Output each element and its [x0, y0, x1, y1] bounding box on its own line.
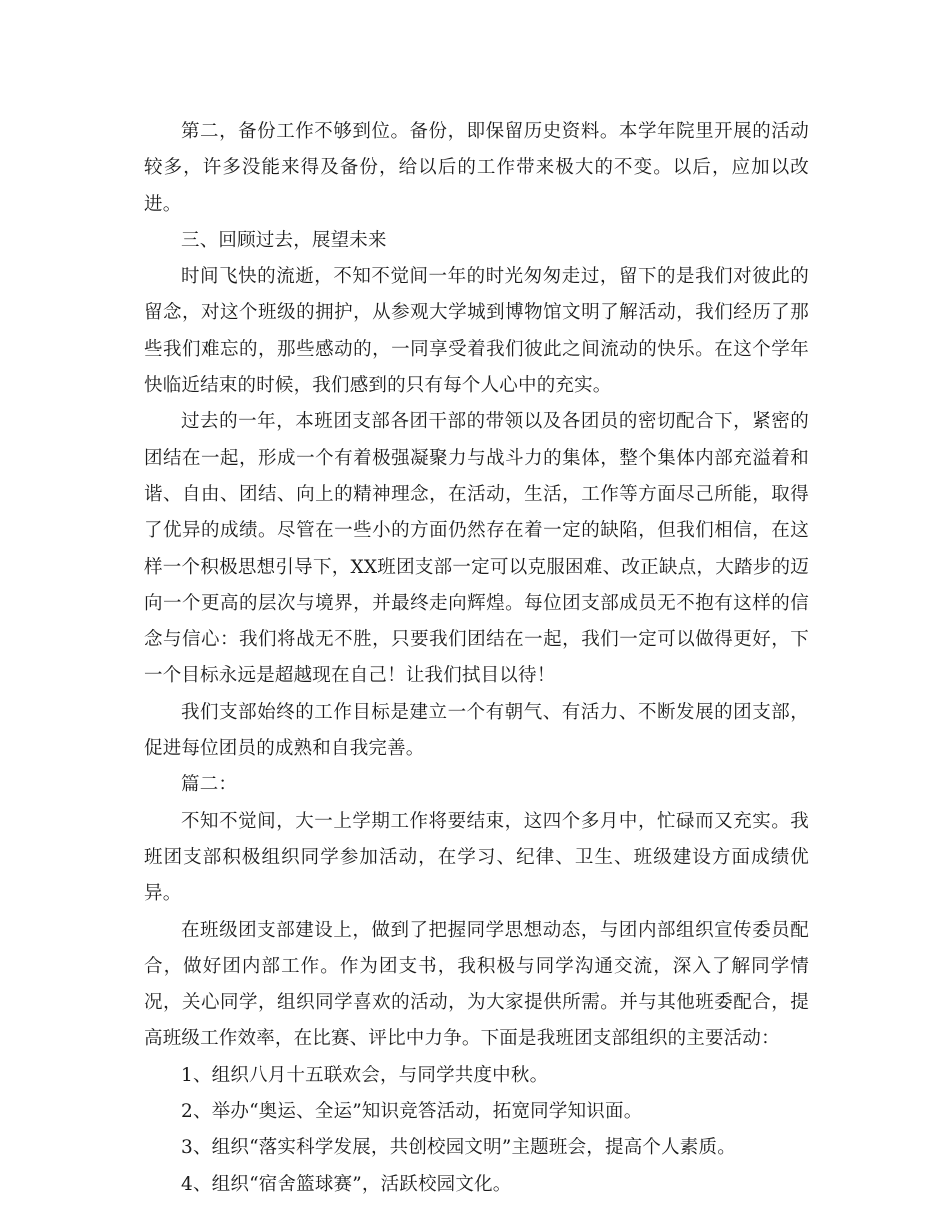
list-item-activity-2: 2、举办“奥运、全运”知识竞答活动，拓宽同学知识面。	[181, 1101, 643, 1123]
paragraph-backup-issue: 第二，备份工作不够到位。备份，即保留历史资料。本学年院里开展的活动较多，许多没能来得及备份，给以后的工作带来极大的不变。以后，应加以改进。	[144, 121, 809, 215]
list-item-activity-4: 4、组织“宿舍篮球赛”，活跃校园文化。	[181, 1173, 512, 1195]
list-item-activity-3: 3、组织“落实科学发展，共创校园文明”主题班会，提高个人素质。	[181, 1137, 736, 1159]
document-body	[144, 114, 809, 1203]
paragraph-work-goal: 我们支部始终的工作目标是建立一个有朝气、有活力、不断发展的团支部，促进每位团员的成熟和自我完善。	[144, 701, 809, 760]
section-heading-part-two: 篇二：	[181, 774, 238, 796]
section-heading-review-outlook: 三、回顾过去，展望未来	[181, 229, 387, 251]
paragraph-branch-building: 在班级团支部建设上，做到了把握同学思想动态，与团内部组织宣传委员配合，做好团内部工作。作为团支书，我积极与同学沟通交流，深入了解同学情况，关心同学，组织同学喜欢的活动，为大家提供所需。并与其他班委配合，提高班级工作效率，在比赛、评比中力争。下面是我班团支部组织的主要活动：	[144, 919, 809, 1050]
paragraph-semester-summary: 不知不觉间，大一上学期工作将要结束，这四个多月中，忙碌而又充实。我班团支部积极组织同学参加活动，在学习、纪律、卫生、班级建设方面成绩优异。	[144, 810, 809, 905]
paragraph-past-year: 过去的一年，本班团支部各团干部的带领以及各团员的密切配合下，紧密的团结在一起，形成一个有着极强凝聚力与战斗力的集体，整个集体内部充溢着和谐、自由、团结、向上的精神理念，在活动，生活，工作等方面尽己所能，取得了优异的成绩。尽管在一些小的方面仍然存在着一定的缺陷，但我们相信，在这样一个积极思想引导下，XX班团支部一定可以克服困难、改正缺点，大踏步的迈向一个更高的层次与境界，并最终走向辉煌。每位团支部成员无不抱有这样的信念与信心：我们将战无不胜，只要我们团结在一起，我们一定可以做得更好，下一个目标永远是超越现在自己！让我们拭目以待！	[144, 411, 809, 687]
paragraph-time-flies: 时间飞快的流逝，不知不觉间一年的时光匆匆走过，留下的是我们对彼此的留念，对这个班级的拥护，从参观大学城到博物馆文明了解活动，我们经历了那些我们难忘的，那些感动的，一同享受着我们彼此之间流动的快乐。在这个学年快临近结束的时候，我们感到的只有每个人心中的充实。	[144, 266, 809, 397]
list-item-activity-1: 1、组织八月十五联欢会，与同学共度中秋。	[181, 1064, 549, 1086]
